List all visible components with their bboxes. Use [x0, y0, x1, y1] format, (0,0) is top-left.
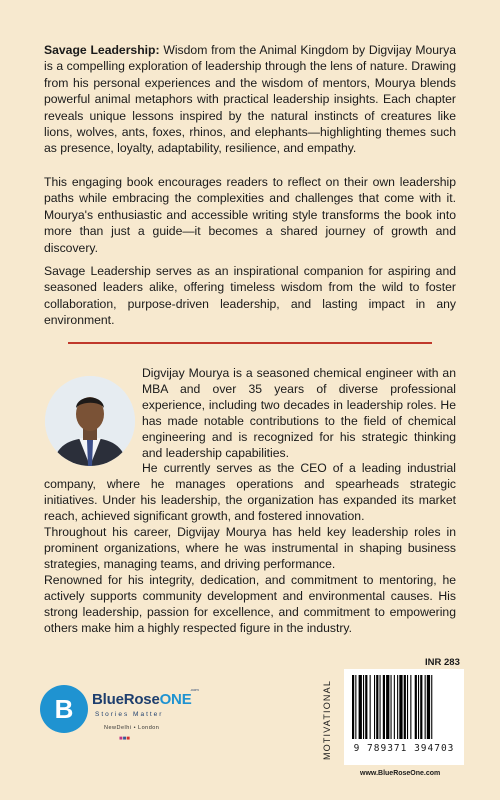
barcode-bar [420, 675, 422, 739]
barcode-bar [363, 675, 364, 739]
price-label: INR 283 [425, 657, 460, 668]
barcode-bar [386, 675, 389, 739]
barcode-bar [407, 675, 408, 739]
isbn-number: 9 789371 394703 [353, 743, 455, 754]
barcode-bar [380, 675, 381, 739]
barcode-bars [350, 675, 458, 741]
publisher-tagline: Stories Matter [95, 711, 164, 718]
facebook-icon: ■ [122, 736, 127, 742]
barcode-bar [399, 675, 402, 739]
publisher-name-suffix: ONE [159, 691, 192, 708]
publisher-cities: NewDelhi • London [104, 725, 160, 731]
blurb-paragraph-1 [44, 42, 456, 157]
barcode-bar [427, 675, 430, 739]
book-title: Savage Leadership: [44, 43, 160, 57]
bio-paragraph-1: Digvijay Mourya is a seasoned chemical engineer with an MBA and over 35 years of diverse professional experience, including two decades in leadership roles. He has made notable contributions to the field of chemical engineering and is recognized for his strategic thinking and leadership capabilities. [142, 366, 456, 460]
publisher-name: BlueRose [92, 691, 160, 708]
barcode-bar [352, 675, 354, 739]
bio-paragraph-4: Renowned for his integrity, dedication, and commitment to mentoring, he actively supports community development and environmental causes. His strong leadership, passion for excellence, and commitment to empowering others make him a highly respected figure in the industry. [44, 572, 456, 635]
blurb-text-1: Wisdom from the Animal Kingdom by Digvijay Mourya is a compelling exploration of leadership through the lens of nature. Drawing from his personal experiences and the wisdom of mentors, Mourya blends powerful animal metaphors with practical leadership insights. Each chapter reveals unique lessons inspired by the natural instincts of creatures like lions, wolves, ants, foxes, rhinos, and elephants—highlighting themes such as presence, loyalty, adaptability, resilience, and empathy. [44, 43, 456, 156]
barcode-bar [370, 675, 371, 739]
barcode-bar [359, 675, 362, 739]
youtube-icon: ■ [126, 736, 130, 742]
barcode-bar [376, 675, 378, 739]
author-bio [44, 366, 456, 636]
barcode [344, 669, 464, 765]
instagram-icon: ■ [119, 736, 123, 742]
publisher-logo: B BlueRoseONE .com Stories Matter NewDelhi • London ■■■ [40, 683, 210, 758]
section-divider [68, 342, 432, 344]
bio-paragraph-2: He currently serves as the CEO of a leading industrial company, where he manages operations and spearheads strategic initiatives. Under his leadership, the organization has expanded its market reach, achieved significant growth, and fostered innovation. [44, 461, 456, 524]
barcode-bar [355, 675, 356, 739]
barcode-bar [425, 675, 426, 739]
barcode-bar [404, 675, 406, 739]
barcode-bar [374, 675, 375, 739]
bio-paragraph-3: Throughout his career, Digvijay Mourya has held key leadership roles in prominent organizations, where he was instrumental in shaping business strategies, managing teams, and driving performance. [44, 525, 456, 571]
barcode-bar [394, 675, 395, 739]
barcode-bar [415, 675, 417, 739]
barcode-bar [431, 675, 432, 739]
publisher-website: www.BlueRoseOne.com [360, 770, 441, 777]
social-icons [119, 736, 130, 742]
barcode-bar [418, 675, 419, 739]
blurb-paragraph-2: This engaging book encourages readers to reflect on their own leadership paths while embracing the complexities and challenges that come with it. Mourya's enthusiastic and accessible writing style transforms the book into more than just a guide—it becomes a shared journey of growth and discovery. [44, 175, 456, 255]
barcode-bar [397, 675, 398, 739]
publisher-domain: .com [190, 687, 199, 692]
barcode-bar [365, 675, 367, 739]
genre-label: MOTIVATIONAL [322, 679, 332, 761]
barcode-bar [383, 675, 385, 739]
barcode-bar [410, 675, 411, 739]
barcode-bar [391, 675, 392, 739]
blurb-paragraph-3: Savage Leadership serves as an inspirational companion for aspiring and seasoned leaders alike, offering timeless wisdom from the wild to foster collaboration, purpose-driven leadership, and lasting impact in any environment. [44, 264, 456, 328]
